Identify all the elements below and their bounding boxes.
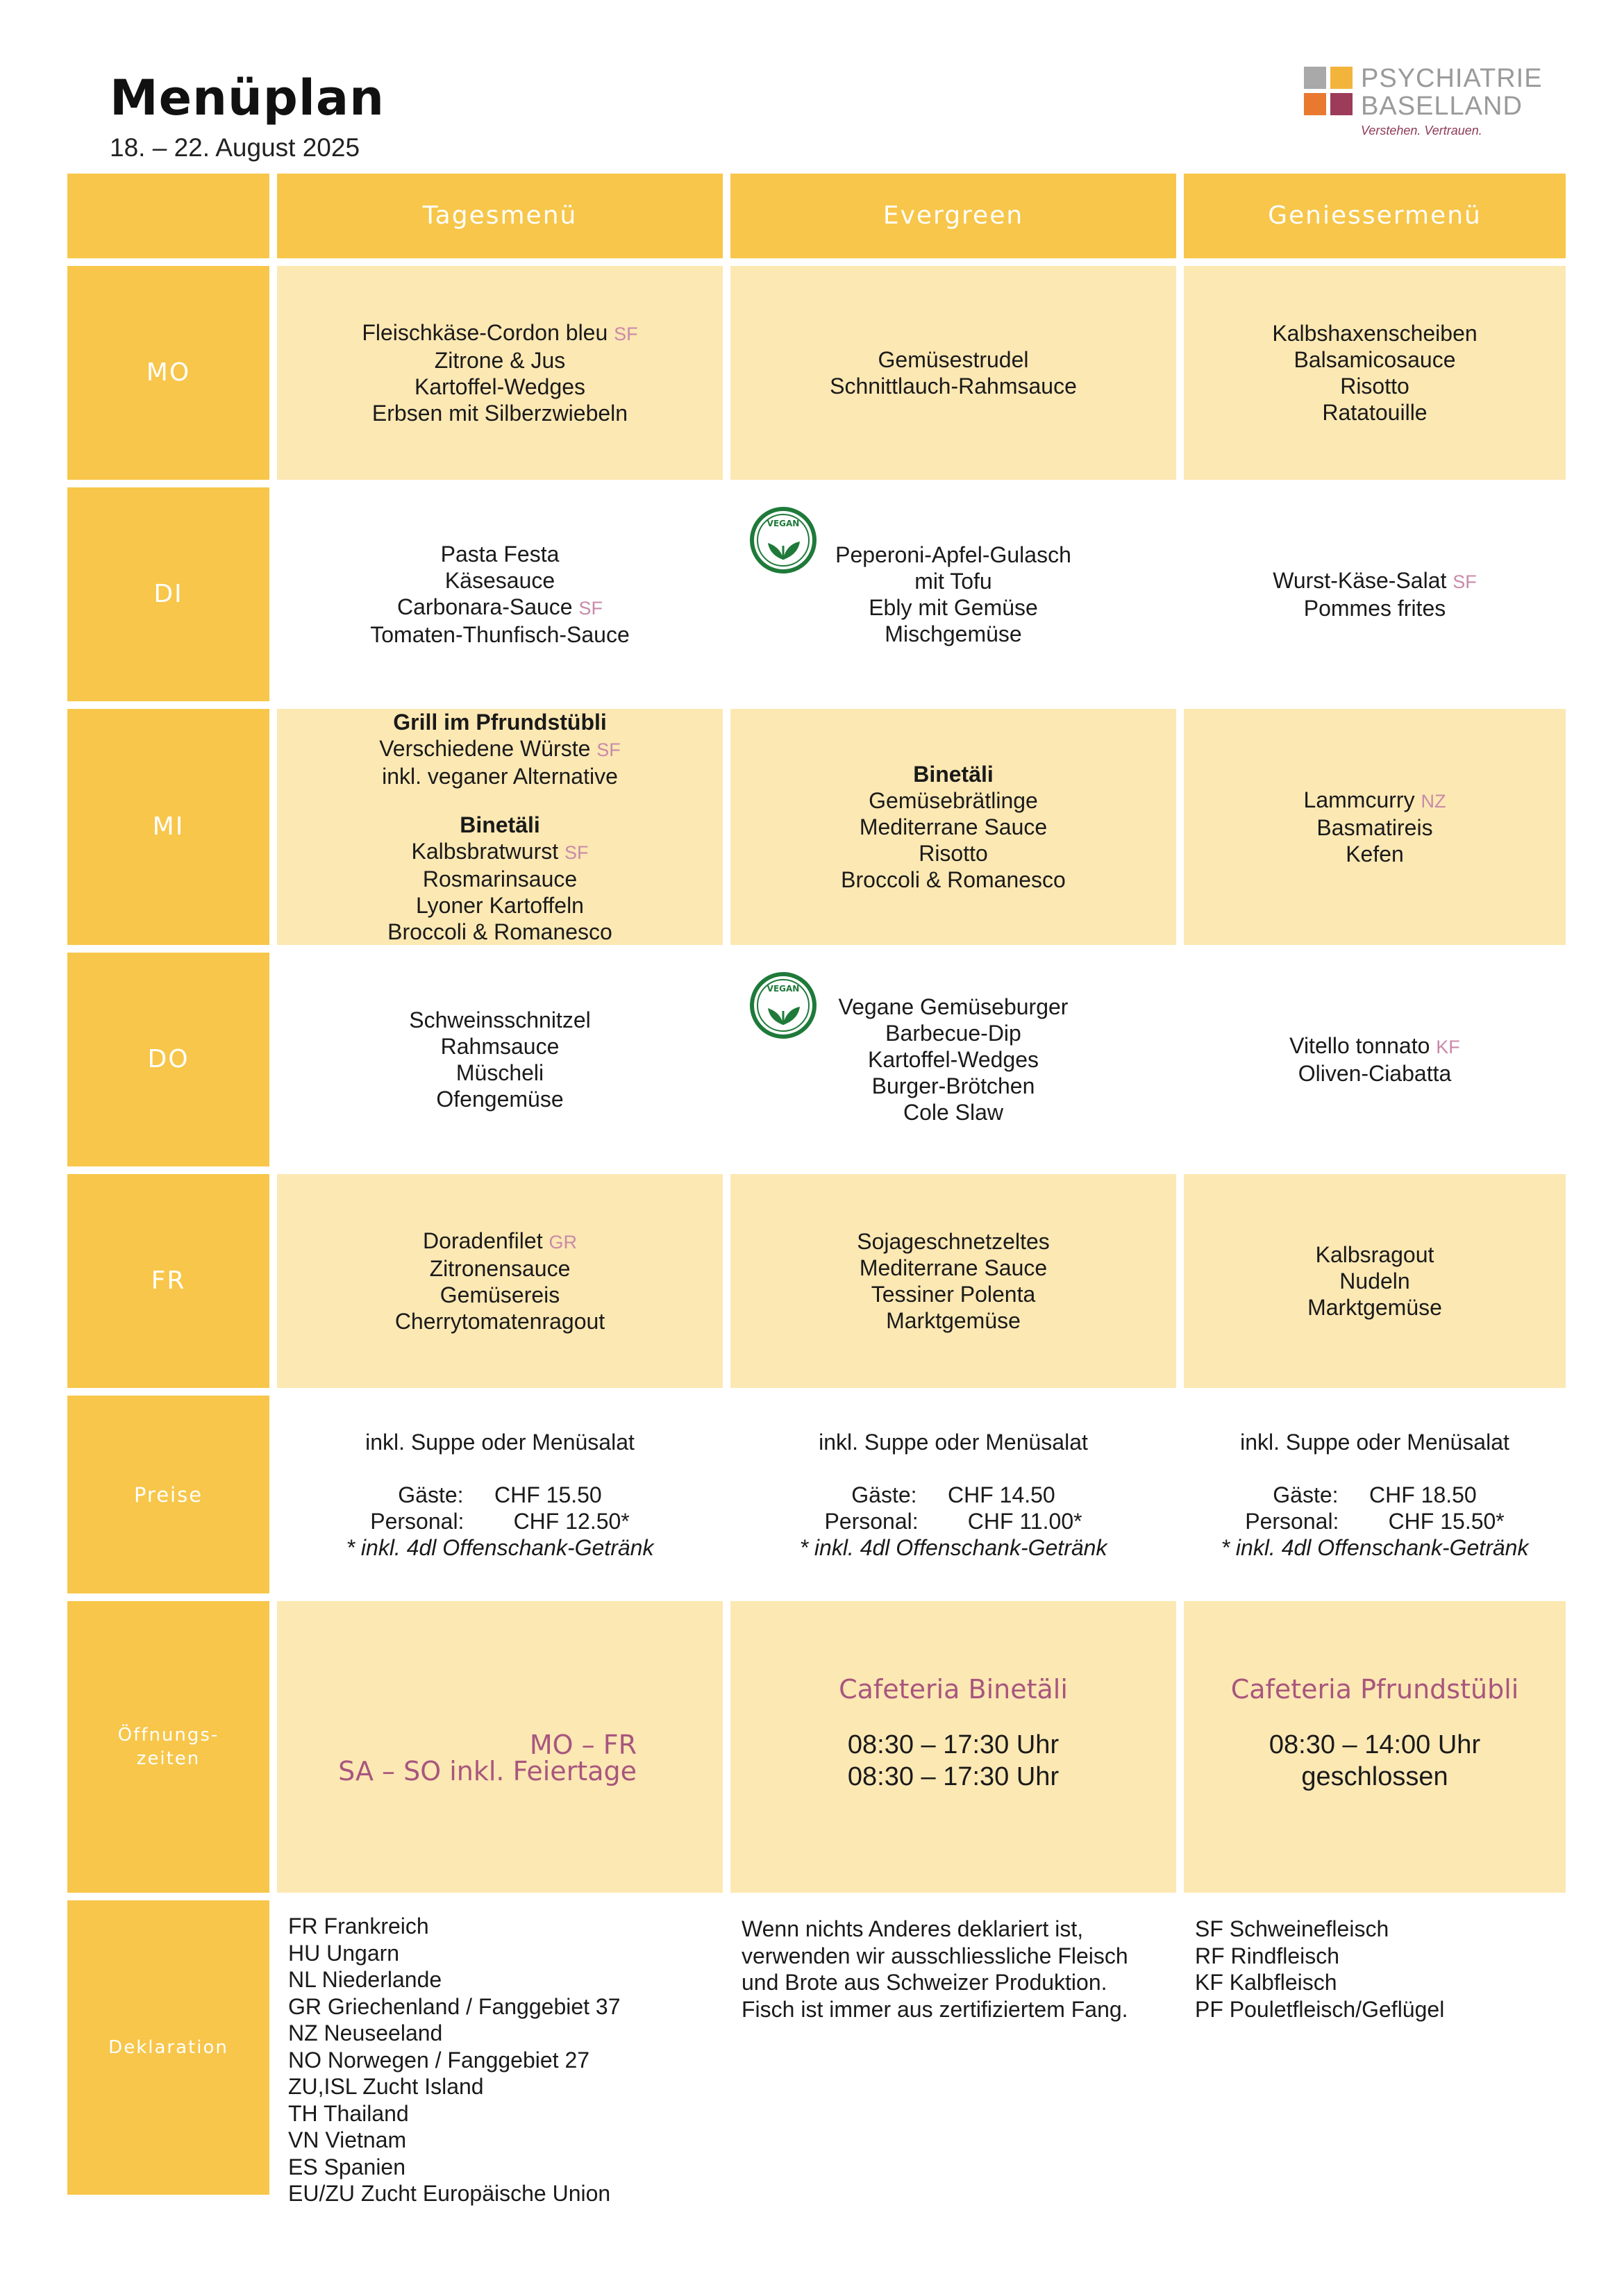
declaration-line: ZU,ISL Zucht Island xyxy=(288,2074,484,2099)
logo xyxy=(1304,64,1554,143)
menu-cell-evergreen xyxy=(730,487,1176,701)
dish-name: Barbecue-Dip xyxy=(885,1021,1021,1046)
dish-name: Basmatireis xyxy=(1316,815,1433,840)
menu-cell-tages xyxy=(277,953,723,1166)
vegan-icon-text: VEGAN xyxy=(767,519,800,528)
dish-name: Broccoli & Romanesco xyxy=(387,919,612,944)
dish-name: mit Tofu xyxy=(914,569,992,594)
dish-name: Cherrytomatenragout xyxy=(394,1309,605,1334)
price-guest-label: Gäste: xyxy=(1273,1482,1339,1507)
declaration-line: SF Schweinefleisch xyxy=(1195,1916,1389,1941)
logo-square-orange xyxy=(1304,93,1326,115)
dish-line xyxy=(860,814,1047,840)
dish-name: Nudeln xyxy=(1339,1269,1410,1294)
dish-line xyxy=(423,1228,577,1255)
price-guest xyxy=(1273,1482,1476,1508)
dish-name: Schweinsschnitzel xyxy=(409,1007,591,1032)
dish-name: Kefen xyxy=(1346,842,1404,867)
dish-line xyxy=(393,709,607,735)
dish-line xyxy=(456,1060,544,1086)
dish-name: Vitello tonnato xyxy=(1289,1033,1430,1058)
day-label-fr: FR xyxy=(67,1174,269,1388)
opening-pfrundstuebli xyxy=(1184,1601,1566,1893)
dish-name: Müscheli xyxy=(455,1060,544,1085)
dish-line xyxy=(903,1099,1003,1125)
price-intro: inkl. Suppe oder Menüsalat xyxy=(819,1429,1088,1455)
dish-name: Carbonara-Sauce xyxy=(397,594,573,619)
price-note: * inkl. 4dl Offenschank-Getränk xyxy=(1221,1534,1529,1560)
dish-name: Kartoffel-Wedges xyxy=(414,374,586,399)
price-staff xyxy=(824,1508,1082,1534)
declaration-note xyxy=(730,1900,1176,2195)
menu-cell-geniesser xyxy=(1184,709,1566,945)
price-staff-value: CHF 15.50* xyxy=(1388,1508,1505,1534)
logo-square-grey xyxy=(1304,67,1326,89)
declaration-line: Fisch ist immer aus zertifiziertem Fang. xyxy=(742,1996,1128,2022)
dish-name: Marktgemüse xyxy=(1307,1295,1442,1320)
dish-line xyxy=(362,319,637,347)
dish-name: Rosmarinsauce xyxy=(422,867,578,892)
logo-square-purple xyxy=(1330,93,1353,115)
menu-cell-geniesser xyxy=(1184,1174,1566,1388)
dish-line xyxy=(871,1281,1036,1307)
dish-name: inkl. veganer Alternative xyxy=(382,764,618,789)
dish-name: Tomaten-Thunfisch-Sauce xyxy=(370,622,630,647)
dish-name: Zitronensauce xyxy=(429,1256,571,1281)
dish-name: Fleischkäse-Cordon bleu xyxy=(362,320,608,345)
dish-line xyxy=(1346,841,1404,867)
dish-line xyxy=(857,1228,1050,1255)
dish-line xyxy=(885,621,1021,647)
dish-name: Ratatouille xyxy=(1322,400,1428,425)
hours-weekend: 08:30 – 17:30 Uhr xyxy=(847,1762,1060,1791)
origin-tag: SF xyxy=(578,598,603,619)
dish-line xyxy=(441,541,560,567)
dish-line xyxy=(1307,1294,1442,1321)
declaration-line: NO Norwegen / Fanggebiet 27 xyxy=(288,2047,590,2073)
menu-cell-evergreen xyxy=(730,1174,1176,1388)
dish-name: Ebly mit Gemüse xyxy=(869,595,1038,620)
menu-cell-geniesser xyxy=(1184,487,1566,701)
dish-line xyxy=(1289,1032,1460,1060)
opening-label-line1: Öffnungs- xyxy=(117,1725,219,1746)
dish-line xyxy=(919,840,988,867)
dish-line xyxy=(415,374,585,400)
dish-line xyxy=(1340,373,1409,399)
price-guest-label: Gäste: xyxy=(398,1482,464,1507)
opening-days-weekday: MO – FR xyxy=(529,1730,637,1760)
dish-name: Gemüsebrätlinge xyxy=(869,788,1038,813)
origin-tag: NZ xyxy=(1421,791,1446,812)
dish-line xyxy=(460,812,540,838)
dish-name: Marktgemüse xyxy=(886,1308,1021,1333)
dish-name: Mediterrane Sauce xyxy=(859,1255,1048,1280)
dish-name: Wurst-Käse-Salat xyxy=(1273,568,1447,593)
dish-line xyxy=(860,1255,1047,1281)
dish-line xyxy=(1322,399,1427,426)
menu-cell-tages xyxy=(277,709,723,945)
opening-days-weekend: SA – SO inkl. Feiertage xyxy=(338,1756,637,1786)
declaration-line: und Brote aus Schweizer Produktion. xyxy=(742,1970,1107,1995)
dish-name: Grill im Pfrundstübli xyxy=(393,710,607,735)
menu-cell-geniesser xyxy=(1184,953,1566,1166)
day-label-mi: MI xyxy=(67,709,269,945)
dish-name: Kalbsbratwurst xyxy=(411,839,559,864)
dish-name: Kalbsragout xyxy=(1315,1242,1434,1267)
column-header-evergreen: Evergreen xyxy=(730,174,1176,258)
declaration-line: PF Pouletfleisch/Geflügel xyxy=(1195,1996,1445,2022)
dish-name: Tessiner Polenta xyxy=(871,1282,1036,1307)
price-guest-value: CHF 18.50 xyxy=(1368,1482,1477,1507)
origin-tag: SF xyxy=(564,842,589,863)
dish-name: Binetäli xyxy=(913,762,994,787)
dish-name: Rahmsauce xyxy=(440,1034,560,1059)
day-label-mo: MO xyxy=(67,266,269,480)
dish-line xyxy=(370,621,630,648)
dish-name: Zitrone & Jus xyxy=(434,348,566,373)
declaration-line: GR Griechenland / Fanggebiet 37 xyxy=(288,1993,621,2019)
menu-cell-tages xyxy=(277,487,723,701)
origin-tag: SF xyxy=(1453,571,1477,592)
price-note: * inkl. 4dl Offenschank-Getränk xyxy=(799,1534,1107,1560)
row-label-opening xyxy=(67,1601,269,1893)
dish-name: Balsamicosauce xyxy=(1294,347,1456,372)
menu-cell-evergreen xyxy=(730,266,1176,480)
dish-line xyxy=(379,735,621,763)
dish-name: Gemüsestrudel xyxy=(878,347,1029,372)
declaration-line: verwenden wir ausschliessliche Fleisch xyxy=(742,1943,1128,1968)
price-guest xyxy=(398,1482,601,1508)
vegan-icon xyxy=(748,505,818,575)
dish-line xyxy=(913,761,994,787)
dish-line xyxy=(835,542,1071,568)
column-header-tagesmenu: Tagesmenü xyxy=(277,174,723,258)
dish-line xyxy=(1294,346,1456,373)
dish-name: Kalbshaxenscheiben xyxy=(1272,321,1477,346)
opening-days xyxy=(277,1601,723,1893)
origin-tag: GR xyxy=(549,1232,577,1253)
origin-tag: KF xyxy=(1436,1037,1460,1057)
dish-line xyxy=(1298,1060,1452,1087)
menu-cell-tages xyxy=(277,266,723,480)
dish-line xyxy=(1316,1241,1434,1268)
hours-weekday: 08:30 – 17:30 Uhr xyxy=(847,1730,1060,1759)
vegan-icon xyxy=(748,971,818,1040)
declaration-line: TH Thailand xyxy=(288,2100,409,2126)
column-header-geniessermenu: Geniessermenü xyxy=(1184,174,1566,258)
dish-line xyxy=(423,866,577,892)
dish-name: Ofengemüse xyxy=(436,1087,564,1112)
price-note: * inkl. 4dl Offenschank-Getränk xyxy=(346,1534,654,1560)
dish-line xyxy=(382,763,618,789)
declaration-line: FR Frankreich xyxy=(288,1914,429,1939)
price-intro: inkl. Suppe oder Menüsalat xyxy=(1240,1429,1509,1455)
dish-line xyxy=(886,1307,1021,1334)
declaration-line: KF Kalbfleisch xyxy=(1195,1970,1337,1995)
header-corner xyxy=(67,174,269,258)
logo-text-psychiatrie: PSYCHIATRIE xyxy=(1361,64,1543,93)
menu-cell-evergreen xyxy=(730,953,1176,1166)
dish-line xyxy=(869,787,1038,814)
declaration-meats xyxy=(1184,1900,1566,2195)
origin-tag: SF xyxy=(614,324,638,344)
price-guest xyxy=(851,1482,1055,1508)
price-staff xyxy=(1245,1508,1505,1534)
dish-name: Peperoni-Apfel-Gulasch xyxy=(835,542,1071,567)
dish-name: Risotto xyxy=(1340,374,1409,399)
price-staff-value: CHF 12.50* xyxy=(513,1508,630,1534)
dish-name: Lyoner Kartoffeln xyxy=(416,893,584,918)
dish-line xyxy=(885,1020,1021,1046)
dish-line xyxy=(411,838,588,866)
row-label-declaration: Deklaration xyxy=(67,1900,269,2195)
dish-name: Mischgemüse xyxy=(885,621,1022,646)
declaration-line: ES Spanien xyxy=(288,2154,406,2179)
dish-line xyxy=(436,1086,563,1112)
dish-line xyxy=(830,373,1077,399)
dish-name: Kartoffel-Wedges xyxy=(867,1047,1039,1072)
declaration-line: RF Rindfleisch xyxy=(1195,1943,1340,1968)
price-staff-label: Personal: xyxy=(824,1508,919,1534)
prices-tagesmenu xyxy=(277,1396,723,1593)
cafeteria-name: Cafeteria Pfrundstübli xyxy=(1230,1674,1519,1705)
dish-line xyxy=(409,1007,590,1033)
declaration-origins xyxy=(277,1900,723,2206)
row-label-prices: Preise xyxy=(67,1396,269,1593)
price-staff xyxy=(370,1508,630,1534)
dish-name: Burger-Brötchen xyxy=(871,1073,1035,1098)
page-title: Menüplan xyxy=(110,69,385,126)
dish-line xyxy=(868,1046,1039,1073)
declaration-line: HU Ungarn xyxy=(288,1940,400,1966)
dish-line xyxy=(430,1255,571,1282)
dish-line xyxy=(440,1282,560,1308)
dish-line xyxy=(841,867,1066,893)
dish-line xyxy=(839,994,1069,1020)
dish-name: Käsesauce xyxy=(444,568,555,593)
declaration-line: VN Vietnam xyxy=(288,2127,407,2152)
declaration-line: NZ Neuseeland xyxy=(288,2020,443,2045)
dish-name: Doradenfilet xyxy=(423,1228,543,1253)
dish-line xyxy=(1304,595,1446,621)
dish-name: Vegane Gemüseburger xyxy=(838,994,1069,1019)
opening-label-line2: zeiten xyxy=(136,1748,201,1769)
declaration-line: Wenn nichts Anderes deklariert ist, xyxy=(742,1916,1084,1941)
logo-text-baselland: BASELLAND xyxy=(1361,92,1523,121)
price-guest-value: CHF 15.50 xyxy=(494,1482,602,1507)
logo-square-yellow xyxy=(1330,67,1353,89)
dish-name: Binetäli xyxy=(460,812,540,837)
dish-name: Pommes frites xyxy=(1303,596,1446,621)
dish-name: Mediterrane Sauce xyxy=(859,814,1048,839)
dish-name: Cole Slaw xyxy=(903,1100,1004,1125)
prices-geniessermenu xyxy=(1184,1396,1566,1593)
dish-line xyxy=(869,594,1038,621)
dish-name: Broccoli & Romanesco xyxy=(841,867,1066,892)
dish-name: Oliven-Ciabatta xyxy=(1298,1061,1452,1086)
dish-line xyxy=(1316,814,1432,841)
menu-cell-geniesser xyxy=(1184,266,1566,480)
dish-name: Erbsen mit Silberzwiebeln xyxy=(371,401,628,426)
logo-tagline: Verstehen. Vertrauen. xyxy=(1361,124,1482,137)
declaration-line: NL Niederlande xyxy=(288,1967,442,1992)
menu-cell-tages xyxy=(277,1174,723,1388)
price-staff-label: Personal: xyxy=(1245,1508,1339,1534)
date-range: 18. – 22. August 2025 xyxy=(110,133,360,162)
dish-line xyxy=(416,892,584,919)
price-guest-value: CHF 14.50 xyxy=(947,1482,1055,1507)
dish-line xyxy=(878,346,1029,373)
dish-line xyxy=(397,594,603,621)
vegan-icon-text: VEGAN xyxy=(767,984,800,994)
origin-tag: SF xyxy=(596,739,621,760)
dish-name: Verschiedene Würste xyxy=(379,736,591,761)
dish-name: Risotto xyxy=(919,841,988,866)
cafeteria-name: Cafeteria Binetäli xyxy=(839,1674,1068,1705)
dish-name: Gemüsereis xyxy=(440,1282,560,1307)
dish-line xyxy=(1339,1268,1409,1294)
declaration-line: EU/ZU Zucht Europäische Union xyxy=(288,2181,611,2206)
menu-cell-evergreen xyxy=(730,709,1176,945)
price-guest-label: Gäste: xyxy=(851,1482,917,1507)
dish-line xyxy=(435,347,566,374)
dish-line xyxy=(445,567,555,594)
dish-line xyxy=(1273,567,1477,595)
prices-evergreen xyxy=(730,1396,1176,1593)
dish-line xyxy=(395,1308,605,1334)
dish-line xyxy=(1272,320,1477,346)
price-intro: inkl. Suppe oder Menüsalat xyxy=(365,1429,635,1455)
price-staff-value: CHF 11.00* xyxy=(967,1508,1082,1534)
hours-weekend: geschlossen xyxy=(1301,1762,1448,1791)
dish-name: Lammcurry xyxy=(1303,787,1415,812)
dish-line xyxy=(441,1033,560,1060)
opening-binetaeli xyxy=(730,1601,1176,1893)
dish-name: Schnittlauch-Rahmsauce xyxy=(830,374,1077,399)
dish-name: Sojageschnetzeltes xyxy=(857,1229,1050,1254)
dish-line xyxy=(387,919,612,945)
hours-weekday: 08:30 – 14:00 Uhr xyxy=(1269,1730,1481,1759)
price-staff-label: Personal: xyxy=(370,1508,464,1534)
dish-line xyxy=(914,568,991,594)
day-label-do: DO xyxy=(67,953,269,1166)
menu-table xyxy=(67,174,1558,2206)
dish-name: Pasta Festa xyxy=(440,542,560,567)
dish-line xyxy=(372,400,628,426)
day-label-di: DI xyxy=(67,487,269,701)
dish-line xyxy=(872,1073,1035,1099)
dish-line xyxy=(1304,787,1446,814)
